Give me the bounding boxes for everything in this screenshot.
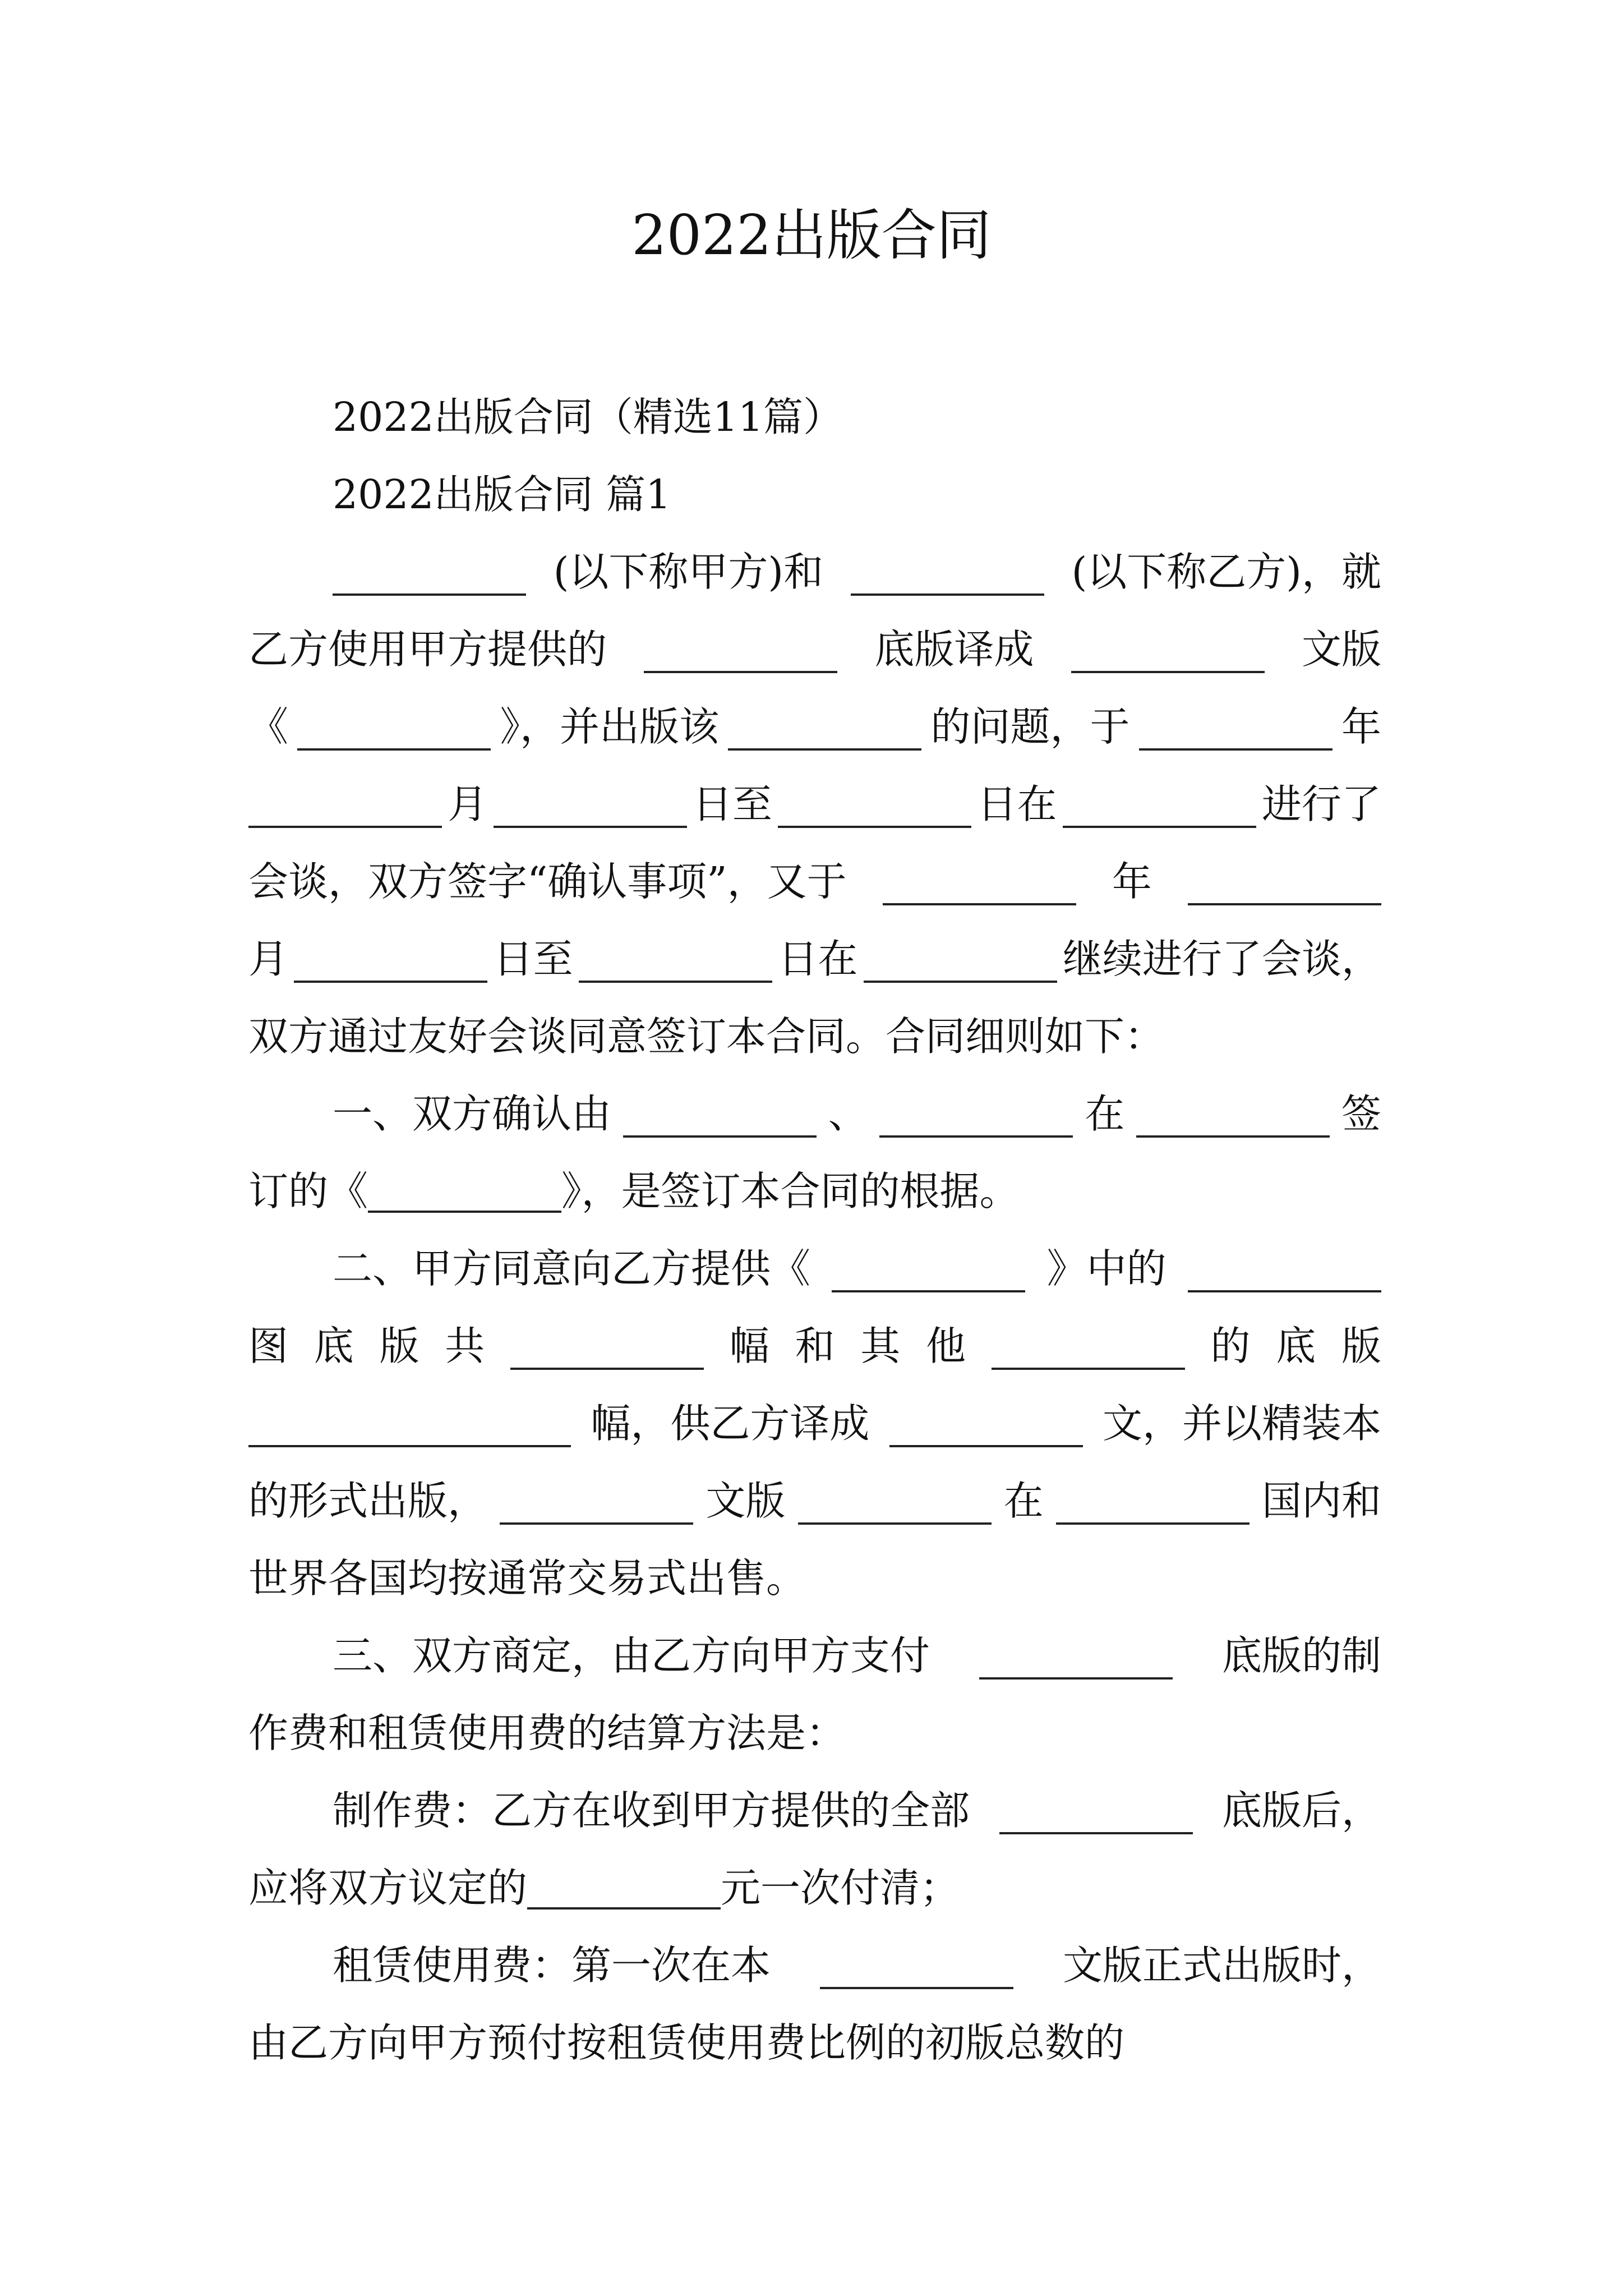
text-segment: 版 — [1341, 1323, 1381, 1369]
fill-blank — [889, 1400, 1083, 1447]
paragraph-line — [248, 1153, 1381, 1230]
paragraph-line — [248, 1772, 1381, 1849]
fill-blank — [494, 781, 687, 828]
paragraph-line — [248, 1308, 1381, 1385]
text-segment: 幅 — [729, 1323, 769, 1369]
text-segment: 底 — [1276, 1323, 1316, 1369]
text-segment: 的问题，于 — [930, 703, 1130, 750]
text-segment: 文版 — [1301, 626, 1381, 673]
paragraph-line — [248, 1462, 1381, 1540]
text-segment: 租赁使用费：第一次在本 — [333, 1942, 771, 1989]
subtitle-text: 2022出版合同（精选11篇） — [333, 394, 843, 440]
fill-blank — [1188, 1245, 1381, 1292]
fill-blank — [1056, 1478, 1249, 1525]
fill-blank — [879, 1091, 1073, 1138]
text-segment: 、 — [828, 1091, 868, 1137]
paragraph-line — [248, 2004, 1381, 2082]
text-segment: 乙方使用甲方提供的 — [248, 626, 607, 673]
fill-blank — [1188, 858, 1381, 905]
text-segment: 底版后， — [1221, 1787, 1381, 1834]
text-segment: 的形式出版， — [248, 1478, 488, 1524]
text-segment: 月 — [248, 936, 289, 982]
paragraph-line — [248, 1075, 1381, 1153]
fill-blank — [1063, 781, 1256, 828]
text-segment: 应将双方议定的 — [248, 1865, 528, 1911]
text-segment: 日在 — [977, 781, 1057, 827]
paragraph-line — [248, 1695, 1381, 1772]
fill-blank — [851, 549, 1044, 596]
text-segment: 国内和 — [1261, 1478, 1381, 1524]
text-segment: 文版 — [706, 1478, 786, 1524]
fill-blank — [992, 1323, 1185, 1370]
fill-blank — [883, 858, 1076, 905]
text-segment: 由乙方向甲方预付按租赁使用费比例的初版总数的 — [248, 2019, 1125, 2066]
text-segment: 版 — [379, 1323, 419, 1369]
subtitle-line — [248, 379, 1381, 456]
text-segment: 在 — [1003, 1478, 1044, 1524]
fill-blank — [333, 549, 526, 596]
fill-blank — [368, 1166, 561, 1213]
text-segment: 一、双方确认由 — [333, 1091, 612, 1137]
fill-blank — [1071, 626, 1265, 673]
fill-blank — [644, 626, 837, 673]
paragraph-line — [248, 1927, 1381, 2004]
paragraph-line — [248, 688, 1381, 766]
fill-blank — [527, 1862, 721, 1910]
paragraph-line — [248, 1540, 1381, 1617]
text-segment: 年 — [1112, 858, 1152, 905]
text-segment: 双方通过友好会谈同意签订本合同。合同细则如下： — [248, 1013, 1165, 1060]
fill-blank — [999, 1787, 1193, 1834]
text-segment: 幅，供乙方译成 — [591, 1400, 870, 1447]
text-segment: (以下称乙方)，就 — [1071, 549, 1381, 595]
text-segment: 图 — [248, 1323, 289, 1369]
text-segment: 进行了 — [1261, 781, 1381, 827]
section-heading-text: 2022出版合同 篇1 — [333, 471, 671, 518]
fill-blank — [1139, 703, 1332, 751]
text-segment: 》，并出版该 — [500, 703, 719, 750]
text-segment: 日在 — [778, 936, 858, 982]
section-heading-line — [248, 456, 1381, 533]
paragraph-line — [248, 843, 1381, 921]
text-segment: 年 — [1341, 703, 1381, 750]
text-segment: 底 — [313, 1323, 354, 1369]
text-segment: 订的《 — [248, 1168, 368, 1214]
text-segment: 日至 — [493, 936, 573, 982]
fill-blank — [979, 1632, 1173, 1680]
text-segment: 作费和租赁使用费的结算方法是： — [248, 1710, 846, 1756]
fill-blank — [798, 1478, 992, 1525]
fill-blank — [864, 936, 1057, 983]
fill-blank — [832, 1245, 1025, 1292]
document-title: 2022出版合同 — [631, 204, 992, 268]
text-segment: 制作费：乙方在收到甲方提供的全部 — [333, 1787, 970, 1834]
fill-blank — [248, 781, 442, 828]
text-segment: 其 — [860, 1323, 901, 1369]
fill-blank — [294, 936, 487, 983]
text-segment: 底版的制 — [1221, 1632, 1381, 1679]
text-segment: 在 — [1085, 1091, 1125, 1137]
text-segment: 元一次付清； — [721, 1865, 960, 1911]
fill-blank — [297, 703, 491, 751]
fill-blank — [728, 703, 921, 751]
fill-blank — [579, 936, 772, 983]
text-segment: 共 — [445, 1323, 485, 1369]
text-segment: 他 — [925, 1323, 966, 1369]
fill-blank — [248, 1400, 571, 1447]
text-segment: 文，并以精装本 — [1102, 1400, 1381, 1447]
paragraph-line — [248, 611, 1381, 688]
paragraph-line — [248, 1849, 1381, 1927]
fill-blank — [820, 1942, 1013, 1989]
paragraph-line — [248, 1230, 1381, 1308]
paragraph-line — [248, 766, 1381, 843]
text-segment: 底版译成 — [874, 626, 1034, 673]
text-segment: 二、甲方同意向乙方提供《 — [333, 1245, 811, 1292]
text-segment: 签 — [1341, 1091, 1381, 1137]
fill-blank — [623, 1091, 817, 1138]
text-segment: (以下称甲方)和 — [553, 549, 824, 595]
text-segment: 》中的 — [1046, 1245, 1166, 1292]
fill-blank — [778, 781, 971, 828]
text-segment: 的 — [1210, 1323, 1251, 1369]
paragraph-line — [248, 998, 1381, 1075]
text-segment: 《 — [248, 703, 289, 750]
text-segment: 日至 — [692, 781, 772, 827]
fill-blank — [1136, 1091, 1330, 1138]
text-segment: 月 — [448, 781, 488, 827]
fill-blank — [510, 1323, 704, 1370]
document-body — [248, 379, 1381, 2082]
text-segment: 三、双方商定，由乙方向甲方支付 — [333, 1632, 930, 1679]
text-segment: 世界各国均按通常交易式出售。 — [248, 1555, 806, 1602]
paragraph-line — [248, 1385, 1381, 1462]
paragraph-line — [248, 1617, 1381, 1695]
fill-blank — [500, 1478, 693, 1525]
paragraph-line — [248, 921, 1381, 998]
text-segment: 继续进行了会谈， — [1062, 936, 1381, 982]
text-segment: 文版正式出版时， — [1062, 1942, 1381, 1989]
paragraph-line — [248, 533, 1381, 611]
text-segment: 》，是签订本合同的根据。 — [561, 1168, 1020, 1214]
text-segment: 会谈，双方签字“确认事项”，又于 — [248, 858, 847, 905]
text-segment: 和 — [795, 1323, 835, 1369]
